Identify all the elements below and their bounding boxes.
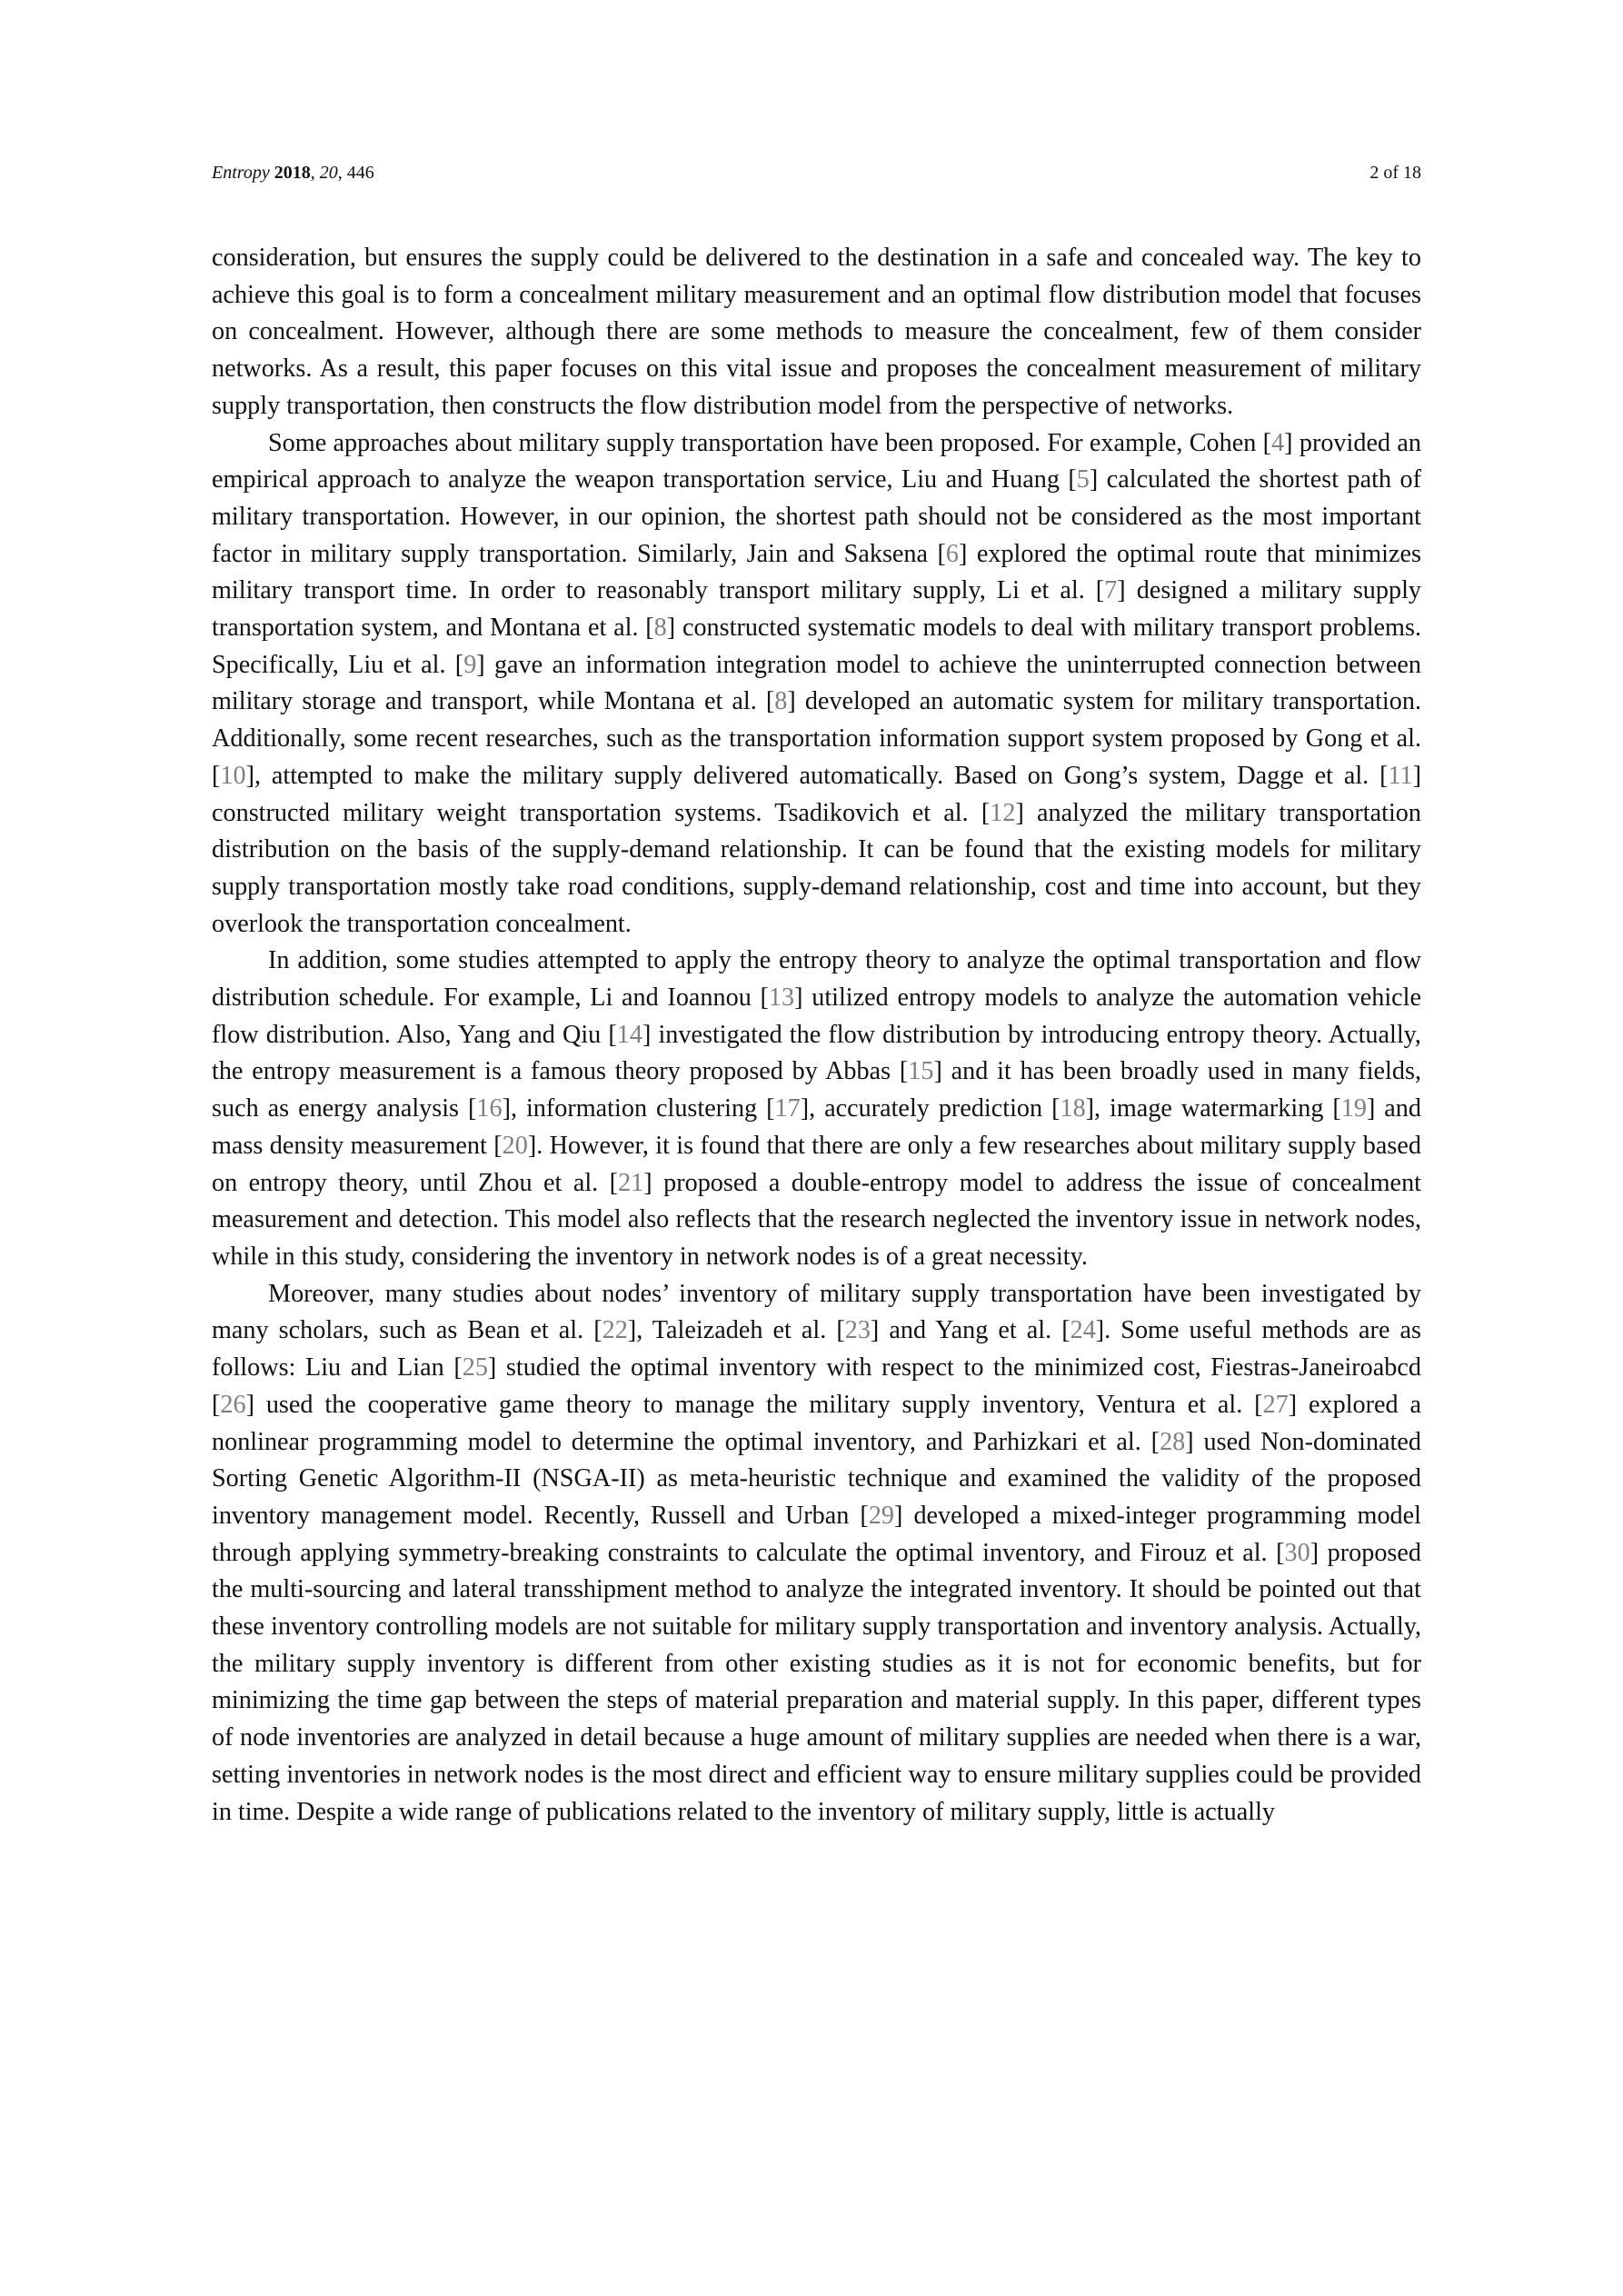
citation-link[interactable]: 17 bbox=[774, 1094, 801, 1123]
paragraph-text: ] and mass density measurement [ bbox=[212, 1094, 1421, 1160]
citation-link[interactable]: 27 bbox=[1262, 1390, 1289, 1419]
citation-link[interactable]: 7 bbox=[1104, 576, 1118, 605]
paragraph-text: ] constructed systematic models to deal with military transport problems. Specifically, Liu et al. [ bbox=[212, 614, 1421, 679]
paragraph-text: ] developed an automatic system for military transportation. Additionally, some recent researches, such as the transportation information support system proposed by Gong et al. [ bbox=[212, 687, 1421, 790]
paragraph-text: ] designed a military supply transportation system, and Montana et al. [ bbox=[212, 576, 1422, 643]
paragraph-text: ] explored a nonlinear programming model to determine the optimal inventory, and Parhizkari et al. [ bbox=[212, 1390, 1421, 1456]
citation-link[interactable]: 8 bbox=[774, 687, 788, 716]
paragraph-text: ] studied the optimal inventory with respect to the minimized cost, Fiestras-Janeiroabcd [ bbox=[212, 1353, 1421, 1419]
paragraph bbox=[212, 425, 1421, 943]
citation-link[interactable]: 18 bbox=[1060, 1094, 1086, 1123]
article-body bbox=[212, 240, 1421, 1831]
paragraph-text: In addition, some studies attempted to apply the entropy theory to analyze the optimal transportation and flow distribution schedule. For example, Li and Ioannou [ bbox=[212, 946, 1421, 1013]
citation-link[interactable]: 15 bbox=[908, 1057, 934, 1086]
citation-link[interactable]: 12 bbox=[990, 798, 1016, 827]
citation-link[interactable]: 19 bbox=[1340, 1094, 1367, 1123]
journal-reference: Entropy 2018, 20, 446 bbox=[212, 163, 374, 183]
article-number: 446 bbox=[346, 163, 374, 183]
paragraph-text: consideration, but ensures the supply could be delivered to the destination in a safe and concealed way. The key to achieve this goal is to form a concealment military measurement and an optimal flow distribution model that focuses on concealment. However, although there are some methods to measure the concealment, few of them consider networks. As a result, this paper focuses on this vital issue and proposes the concealment measurement of military supply transportation, then constructs the flow distribution model from the perspective of networks. bbox=[212, 244, 1421, 420]
paragraph-text: ] investigated the flow distribution by introducing entropy theory. Actually, the entropy measurement is a famous theory proposed by Abbas [ bbox=[212, 1020, 1421, 1086]
citation-link[interactable]: 29 bbox=[868, 1501, 895, 1530]
paragraph bbox=[212, 943, 1421, 1275]
page-number: 2 of 18 bbox=[1369, 163, 1421, 183]
citation-link[interactable]: 8 bbox=[653, 614, 667, 643]
citation-link[interactable]: 6 bbox=[945, 539, 959, 568]
citation-link[interactable]: 26 bbox=[220, 1390, 246, 1419]
journal-volume: 20 bbox=[319, 163, 338, 183]
citation-link[interactable]: 9 bbox=[463, 650, 477, 679]
citation-link[interactable]: 24 bbox=[1070, 1316, 1096, 1345]
journal-year: 2018 bbox=[274, 163, 311, 183]
paragraph-text: ] and Yang et al. [ bbox=[870, 1316, 1070, 1345]
citation-link[interactable]: 23 bbox=[844, 1316, 871, 1345]
citation-link[interactable]: 4 bbox=[1271, 428, 1285, 457]
citation-link[interactable]: 25 bbox=[462, 1353, 488, 1383]
paragraph-text: ] calculated the shortest path of military transportation. However, in our opinion, the shortest path should not be considered as the most important factor in military supply transportation. Similarly, Jain and Saksena [ bbox=[212, 465, 1422, 568]
paragraph-text: ], Taleizadeh et al. [ bbox=[627, 1316, 845, 1345]
paragraph-text: Some approaches about military supply transportation have been proposed. For example, Cohen [ bbox=[268, 428, 1272, 457]
citation-link[interactable]: 11 bbox=[1388, 761, 1413, 790]
paragraph bbox=[212, 1276, 1421, 1832]
paragraph-text: ], image watermarking [ bbox=[1085, 1094, 1341, 1123]
paragraph-text: ] provided an empirical approach to analyze the weapon transportation service, Liu and Huang [ bbox=[212, 428, 1421, 494]
paragraph-text: ] constructed military weight transportation systems. Tsadikovich et al. [ bbox=[212, 761, 1421, 827]
citation-link[interactable]: 21 bbox=[618, 1168, 644, 1197]
citation-link[interactable]: 28 bbox=[1160, 1427, 1186, 1456]
journal-name: Entropy bbox=[212, 163, 270, 183]
paragraph-text: ] utilized entropy models to analyze the automation vehicle flow distribution. Also, Yang and Qiu [ bbox=[212, 983, 1421, 1049]
paragraph bbox=[212, 240, 1421, 425]
paragraph-text: ], attempted to make the military supply delivered automatically. Based on Gong’s system, Dagge et al. [ bbox=[245, 761, 1389, 790]
citation-link[interactable]: 30 bbox=[1284, 1538, 1310, 1567]
paragraph-text: ] proposed a double-entropy model to address the issue of concealment measurement and detection. This model also reflects that the research neglected the inventory issue in network nodes, while in this study, considering the inventory in network nodes is of a great necessity. bbox=[212, 1168, 1421, 1271]
paragraph-text: ] proposed the multi-sourcing and lateral transshipment method to analyze the integrated inventory. It should be pointed out that these inventory controlling models are not suitable for military supply transportation and inventory analysis. Actually, the military supply inventory is different from other existing studies as it is not for economic benefits, but for minimizing the time gap between the steps of material preparation and material supply. In this paper, different types of node inventories are analyzed in detail because a huge amount of military supplies are needed when there is a war, setting inventories in network nodes is the most direct and efficient way to ensure military supplies could be provided in time. Despite a wide range of publications related to the inventory of military supply, little is actually bbox=[212, 1538, 1422, 1826]
citation-link[interactable]: 16 bbox=[476, 1094, 503, 1123]
paragraph-text: ] and it has been broadly used in many fields, such as energy analysis [ bbox=[212, 1057, 1421, 1123]
citation-link[interactable]: 10 bbox=[220, 761, 246, 790]
paragraph-text: Moreover, many studies about nodes’ inventory of military supply transportation have been investigated by many scholars, such as Bean et al. [ bbox=[212, 1279, 1421, 1345]
paragraph-text: ], information clustering [ bbox=[502, 1094, 775, 1123]
paragraph-text: ]. However, it is found that there are only a few researches about military supply based on entropy theory, until Zhou et al. [ bbox=[212, 1131, 1421, 1197]
paragraph-text: ] used Non-dominated Sorting Genetic Algorithm-II (NSGA-II) as meta-heuristic technique and examined the validity of the proposed inventory management model. Recently, Russell and Urban [ bbox=[212, 1427, 1421, 1530]
citation-link[interactable]: 20 bbox=[502, 1131, 528, 1160]
running-header bbox=[212, 156, 1421, 189]
paragraph-text: ]. Some useful methods are as follows: Liu and Lian [ bbox=[212, 1316, 1421, 1383]
paragraph-text: ] developed a mixed-integer programming model through applying symmetry-breaking constraints to calculate the optimal inventory, and Firouz et al. [ bbox=[212, 1501, 1421, 1567]
paragraph-text: ], accurately prediction [ bbox=[800, 1094, 1060, 1123]
paragraph-text: ] analyzed the military transportation distribution on the basis of the supply-demand relationship. It can be found that the existing models for military supply transportation mostly take road conditions, supply-demand relationship, cost and time into account, but they overlook the transportation concealment. bbox=[212, 798, 1421, 938]
paragraph-text: ] used the cooperative game theory to manage the military supply inventory, Ventura et al. [ bbox=[245, 1390, 1263, 1419]
citation-link[interactable]: 14 bbox=[616, 1020, 642, 1049]
citation-link[interactable]: 13 bbox=[768, 983, 795, 1013]
paragraph-text: ] gave an information integration model to achieve the uninterrupted connection between military storage and transport, while Montana et al. [ bbox=[212, 650, 1421, 716]
paragraph-text: ] explored the optimal route that minimizes military transport time. In order to reasonably transport military supply, Li et al. [ bbox=[212, 539, 1421, 605]
citation-link[interactable]: 5 bbox=[1076, 465, 1090, 494]
citation-link[interactable]: 22 bbox=[602, 1316, 628, 1345]
